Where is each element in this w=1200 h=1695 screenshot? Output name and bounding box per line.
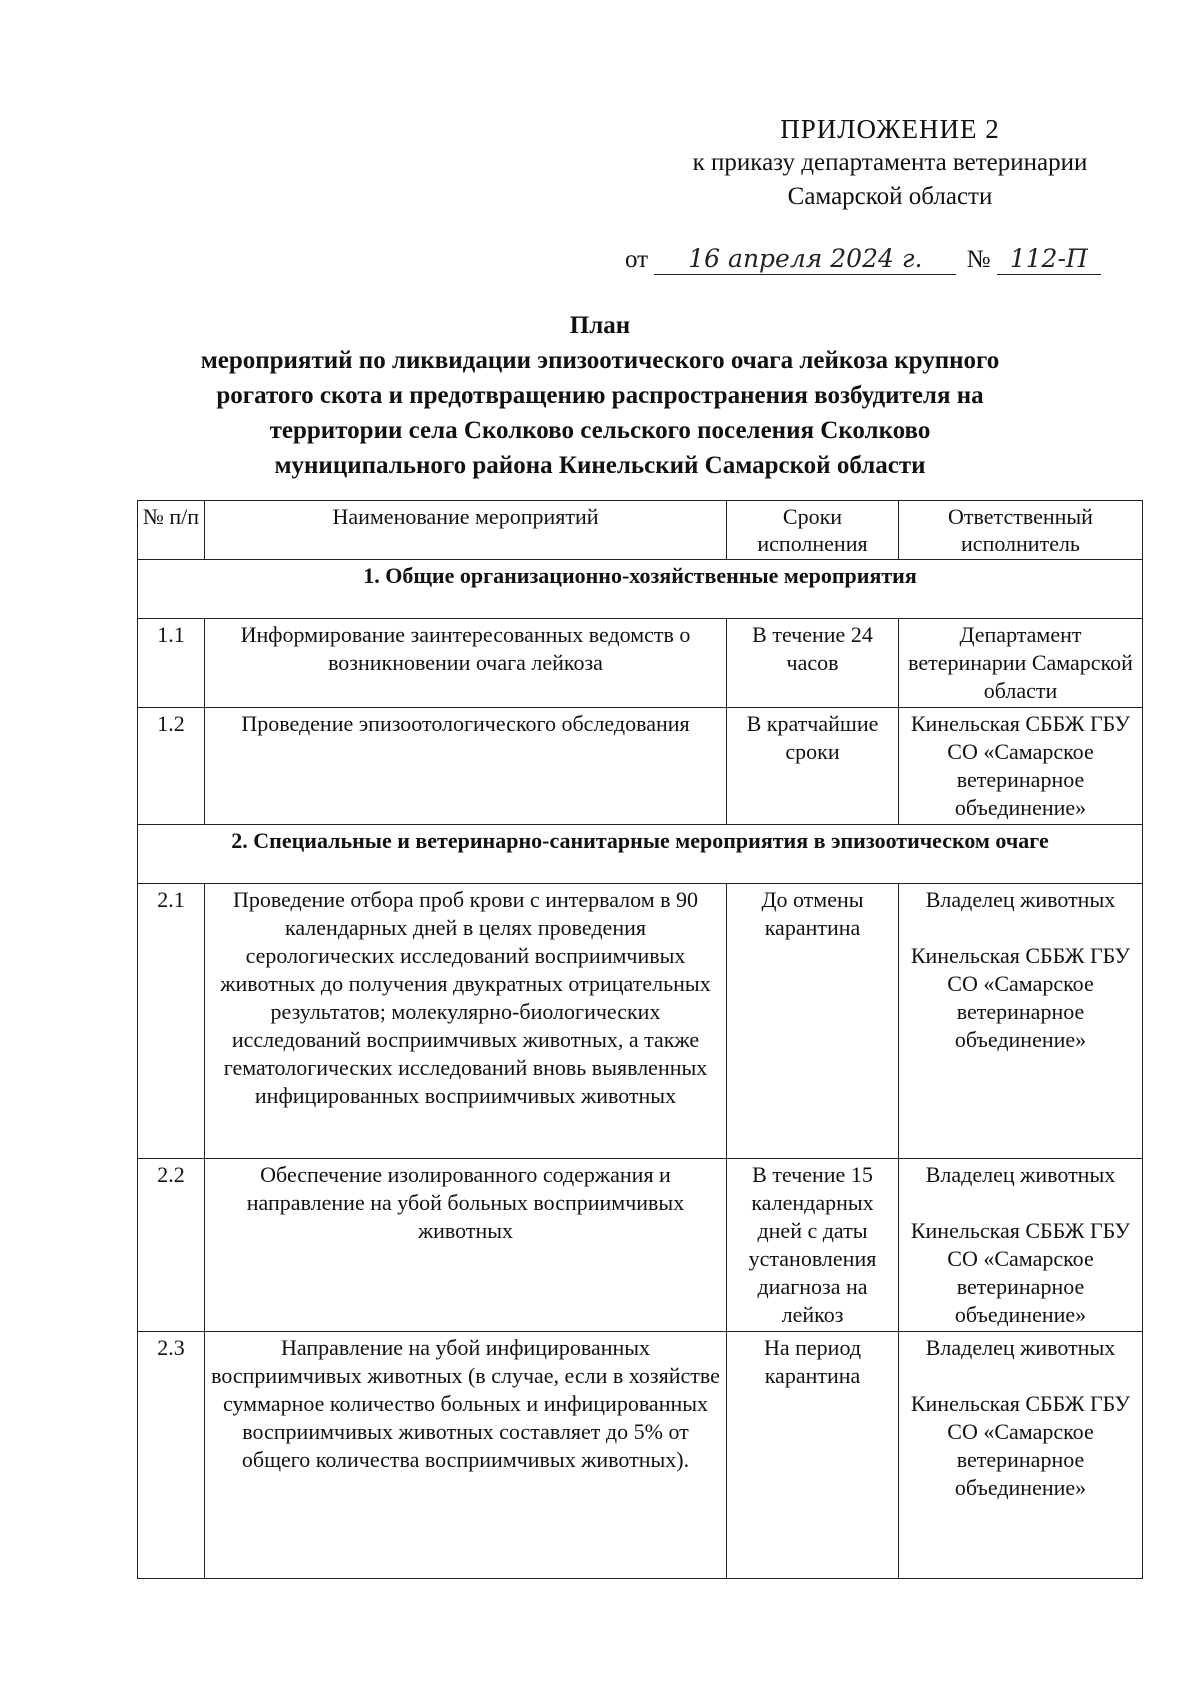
row-num: 1.1 [138, 619, 205, 708]
order-number-label: № [966, 246, 991, 273]
section-1-title: 1. Общие организационно-хозяйственные мероприятия [138, 560, 1143, 619]
section-2-title: 2. Специальные и ветеринарно-санитарные мероприятия в эпизоотическом очаге [138, 825, 1143, 884]
order-date: 16 апреля 2024 г. [654, 244, 956, 275]
header-term: Сроки исполнения [727, 501, 899, 560]
header-name: Наименование мероприятий [205, 501, 727, 560]
table-header-row [138, 501, 1143, 560]
row-name: Проведение эпизоотологического обследования [205, 708, 727, 825]
annex-line-2: Самарской области [787, 183, 993, 210]
row-responsible-1: Владелец животных [925, 887, 1116, 912]
row-name: Направление на убой инфицированных восприимчивых животных (в случае, если в хозяйстве суммарное количество больных и инфицированных восприимчивых животных составляет до 5% от общего количества восприимчивых животных). [205, 1332, 727, 1579]
row-name: Информирование заинтересованных ведомств о возникновении очага лейкоза [205, 619, 727, 708]
order-line [625, 244, 1101, 275]
row-num: 1.2 [138, 708, 205, 825]
row-responsible-2: Кинельская СББЖ ГБУ СО «Самарское ветеринарное объединение» [910, 1391, 1131, 1500]
section-row [138, 825, 1143, 884]
row-term: В течение 24 часов [727, 619, 899, 708]
annex-line-1: к приказу департамента ветеринарии [692, 149, 1088, 176]
heading-line-4: территории села Сколково сельского поселения Сколково [269, 417, 931, 444]
heading-line-2: мероприятий по ликвидации эпизоотического очага лейкоза крупного [200, 347, 1000, 374]
row-responsible [899, 619, 1143, 708]
row-name: Обеспечение изолированного содержания и направление на убой больных восприимчивых животных [205, 1159, 727, 1332]
row-responsible-1: Кинельская СББЖ ГБУ СО «Самарское ветеринарное объединение» [910, 711, 1131, 820]
table-row [138, 1159, 1143, 1332]
order-from-label: от [625, 246, 649, 273]
order-number: 112-П [997, 244, 1101, 275]
row-responsible-1: Департамент ветеринарии Самарской области [908, 622, 1133, 703]
heading-line-5: муниципального района Кинельский Самарской области [274, 452, 926, 479]
row-term: На период карантина [727, 1332, 899, 1579]
heading-line-1: План [569, 312, 631, 339]
table-row [138, 1332, 1143, 1579]
document-heading [140, 308, 1060, 483]
row-responsible [899, 1159, 1143, 1332]
row-responsible-1: Владелец животных [925, 1335, 1116, 1360]
header-responsible: Ответственный исполнитель [899, 501, 1143, 560]
heading-line-3: рогатого скота и предотвращению распространения возбудителя на [216, 382, 984, 409]
row-name: Проведение отбора проб крови с интервалом в 90 календарных дней в целях проведения серологических исследований восприимчивых животных до получения двукратных отрицательных результатов; молекулярно-биологических исследований восприимчивых животных, а также гематологических исследований вновь выявленных инфицированных восприимчивых животных [205, 884, 727, 1159]
annex-block [640, 112, 1140, 214]
row-term: До отмены карантина [727, 884, 899, 1159]
row-responsible-1: Владелец животных [925, 1162, 1116, 1187]
row-num: 2.3 [138, 1332, 205, 1579]
table-row [138, 884, 1143, 1159]
table-row [138, 619, 1143, 708]
table-row [138, 708, 1143, 825]
row-num: 2.2 [138, 1159, 205, 1332]
row-num: 2.1 [138, 884, 205, 1159]
annex-title: ПРИЛОЖЕНИЕ 2 [780, 114, 1000, 144]
row-responsible [899, 1332, 1143, 1579]
header-num: № п/п [138, 501, 205, 560]
row-responsible-2: Кинельская СББЖ ГБУ СО «Самарское ветеринарное объединение» [910, 943, 1131, 1052]
row-responsible [899, 708, 1143, 825]
row-term: В течение 15 календарных дней с даты установления диагноза на лейкоз [727, 1159, 899, 1332]
plan-table [137, 500, 1143, 1579]
section-row [138, 560, 1143, 619]
row-term: В кратчайшие сроки [727, 708, 899, 825]
row-responsible-2: Кинельская СББЖ ГБУ СО «Самарское ветеринарное объединение» [910, 1218, 1131, 1327]
row-responsible [899, 884, 1143, 1159]
